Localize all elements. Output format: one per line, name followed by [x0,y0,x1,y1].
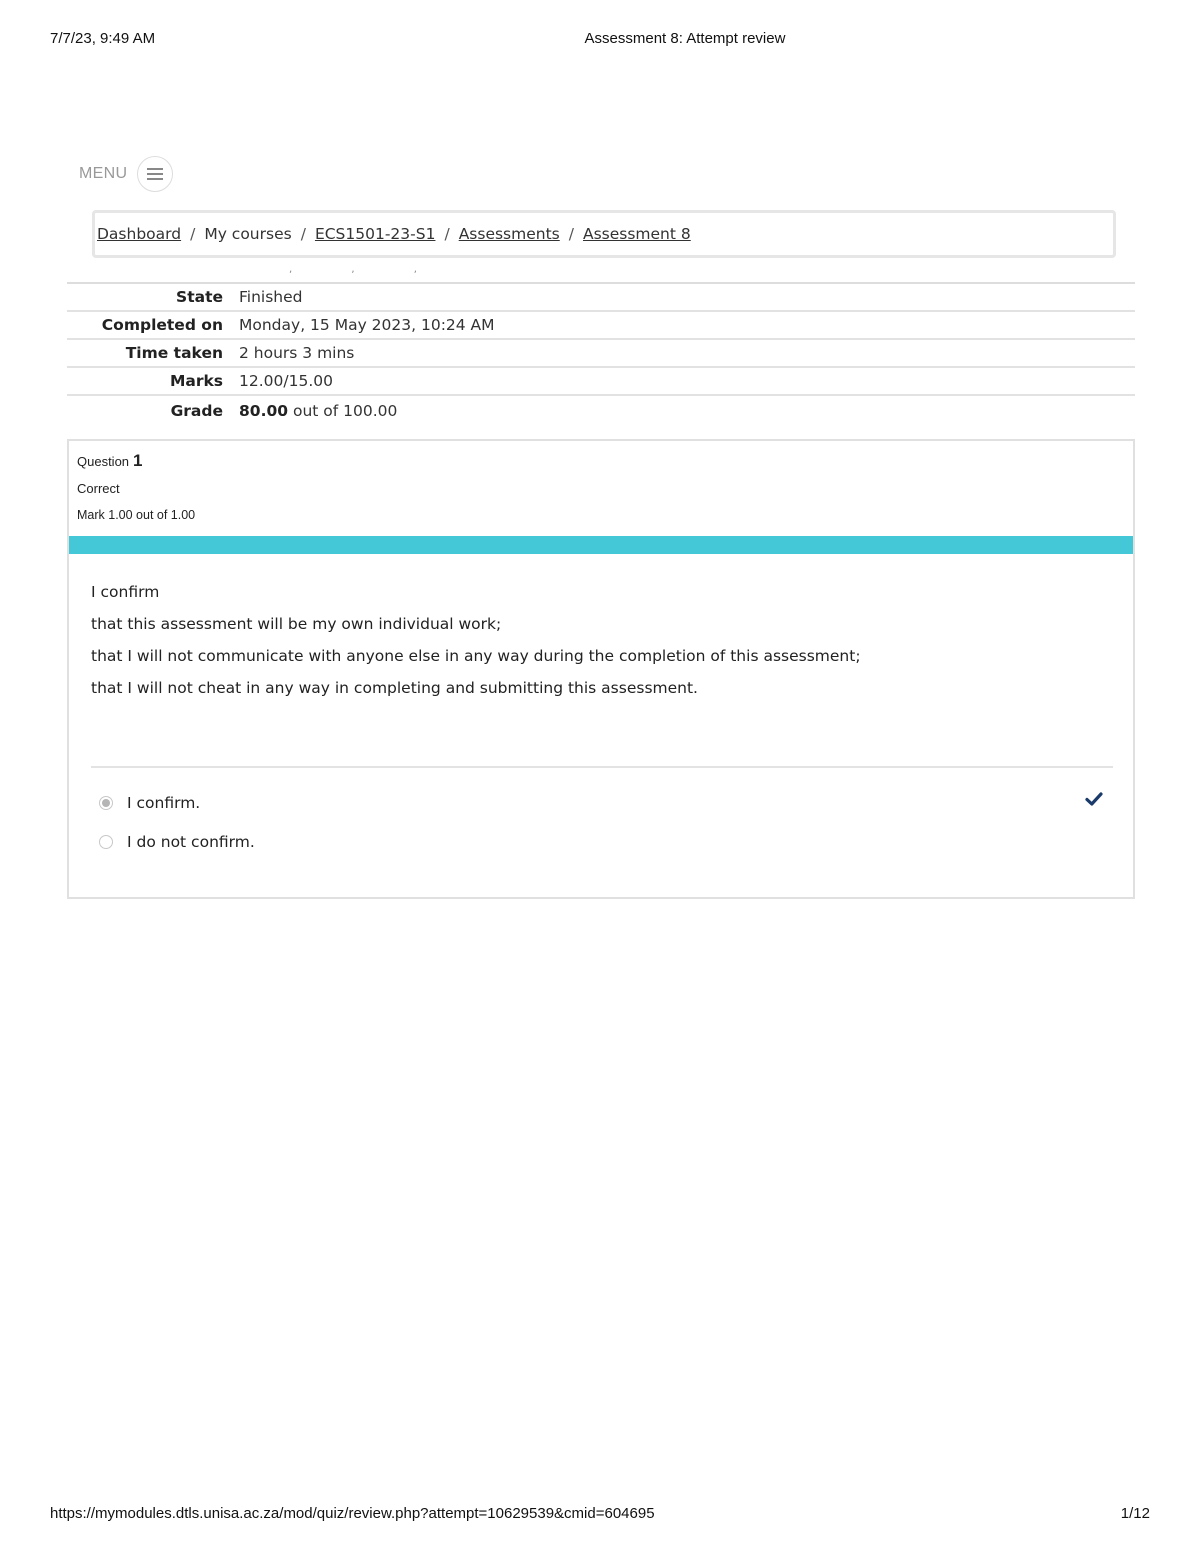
summary-value: 12.00/15.00 [239,372,333,390]
answer-option-do-not-confirm[interactable] [99,830,1113,854]
check-icon [1085,791,1103,807]
answer-option-confirm[interactable] [99,791,1113,815]
breadcrumb-assessments[interactable]: Assessments [458,225,560,243]
question-number [77,451,195,471]
summary-label: State [176,288,223,306]
summary-row-time-taken [67,340,1135,368]
summary-value: 2 hours 3 mins [239,344,355,362]
summary-row-state [67,284,1135,312]
summary-row-completed-on [67,312,1135,340]
question-text-line: I confirm [91,583,160,601]
question-info [77,451,195,522]
answer-label: I do not confirm. [127,833,255,851]
breadcrumb-separator: / [444,225,450,243]
breadcrumb-assessment-8[interactable]: Assessment 8 [582,225,691,243]
menu-toggle[interactable] [79,156,173,192]
print-title: Assessment 8: Attempt review [584,30,786,47]
summary-label: Time taken [125,344,223,362]
print-url: https://mymodules.dtls.unisa.ac.za/mod/quiz/review.php?attempt=10629539&cmid=604695 [50,1505,655,1522]
print-header [50,30,1150,50]
radio-button[interactable] [99,835,113,849]
attempt-summary-table [67,268,1135,426]
answer-divider [91,766,1113,768]
breadcrumb-my-courses: My courses [204,225,292,243]
question-num: 1 [133,451,143,470]
question-accent-bar [69,536,1133,554]
question-text-line: that I will not cheat in any way in completing and submitting this assessment. [91,679,698,697]
summary-row-marks [67,368,1135,396]
breadcrumb-dashboard[interactable]: Dashboard [97,225,182,243]
summary-row-grade [67,396,1135,426]
summary-value: Monday, 15 May 2023, 10:24 AM [239,316,495,334]
breadcrumb-separator: / [190,225,196,243]
question-text-line: that this assessment will be my own individual work; [91,615,502,633]
question-state: Correct [77,481,120,496]
question-label: Question [77,454,130,469]
grade-value: 80.00 [239,402,289,420]
breadcrumb-separator: / [300,225,306,243]
breadcrumb-separator: / [568,225,574,243]
print-footer [50,1505,1150,1525]
print-datetime: 7/7/23, 9:49 AM [50,30,156,47]
page-number: 1/12 [1120,1505,1150,1522]
summary-value [239,402,397,420]
question-text [91,581,1113,709]
question-mark: Mark 1.00 out of 1.00 [77,508,196,522]
grade-out-of: out of 100.00 [292,402,398,420]
question-text-line: that I will not communicate with anyone else in any way during the completion of this assessment; [91,647,861,665]
menu-button[interactable] [137,156,173,192]
summary-label: Marks [169,372,223,390]
question-1 [67,439,1135,899]
summary-value: Finished [239,288,303,306]
menu-label: MENU [79,165,128,182]
radio-button-selected[interactable] [99,796,113,810]
clipped-row: , , , [67,268,1135,284]
summary-label: Grade [170,402,223,420]
hamburger-icon [147,168,163,180]
breadcrumb [92,210,1116,258]
answer-label: I confirm. [127,794,201,812]
summary-label: Completed on [101,316,223,334]
breadcrumb-course[interactable]: ECS1501-23-S1 [314,225,436,243]
